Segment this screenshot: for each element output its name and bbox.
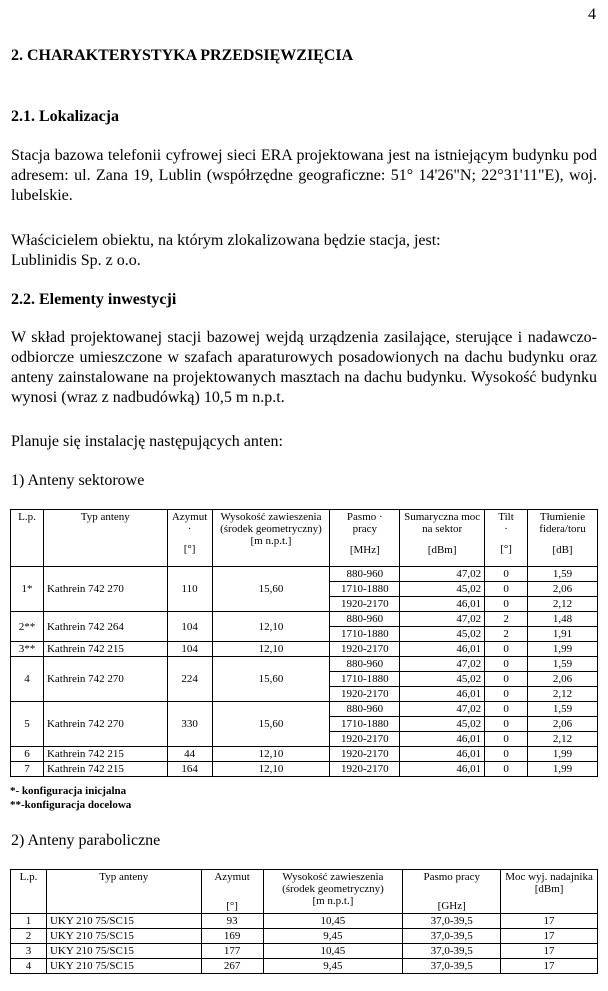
table-row <box>11 657 598 672</box>
page-number: 4 <box>588 6 596 23</box>
cell-type: Kathrein 742 270 <box>43 657 167 702</box>
p-header-azimuth: Azymut [°] <box>201 870 263 914</box>
p-header-type: Typ anteny <box>46 870 201 914</box>
header-lp: L.p. <box>11 510 44 567</box>
cell-power: 45,02 <box>400 582 485 597</box>
cell-loss: 1,99 <box>528 762 598 777</box>
cell-lp: 3 <box>11 944 47 959</box>
cell-tilt: 0 <box>485 687 528 702</box>
cell-band: 1920-2170 <box>330 642 400 657</box>
section-title-elementy: 2.2. Elementy inwestycji <box>11 291 177 308</box>
cell-azimuth: 93 <box>201 914 263 929</box>
chapter-heading: 2. CHARAKTERYSTYKA PRZEDSIĘWZIĘCIA <box>11 47 354 64</box>
p-header-band: Pasmo pracy [GHz] <box>403 870 501 914</box>
cell-band: 1920-2170 <box>330 762 400 777</box>
cell-loss: 2,12 <box>528 597 598 612</box>
cell-loss: 1,48 <box>528 612 598 627</box>
cell-power: 46,01 <box>400 597 485 612</box>
sector-antennas-label: 1) Anteny sektorowe <box>11 472 145 489</box>
cell-lp: 5 <box>11 702 44 747</box>
header-power: Sumaryczna moc na sektor [dBm] <box>400 510 485 567</box>
cell-loss: 1,99 <box>528 747 598 762</box>
cell-lp: 2 <box>11 929 47 944</box>
cell-band: 37,0-39,5 <box>403 944 501 959</box>
cell-band: 37,0-39,5 <box>403 929 501 944</box>
cell-band: 1710-1880 <box>330 582 400 597</box>
antenna-intro: Planuje się instalację następujących anten: <box>11 433 283 450</box>
parabolic-antenna-table <box>10 869 598 974</box>
cell-tilt: 0 <box>485 582 528 597</box>
owner-intro: Właścicielem obiektu, na którym zlokalizowana będzie stacja, jest: <box>11 232 441 249</box>
table-row <box>11 914 598 929</box>
parabolic-antennas-label: 2) Anteny paraboliczne <box>11 832 161 849</box>
cell-power: 47,02 <box>400 567 485 582</box>
investment-paragraph <box>11 328 597 408</box>
cell-band: 1920-2170 <box>330 747 400 762</box>
table-row <box>11 567 598 582</box>
cell-band: 1710-1880 <box>330 627 400 642</box>
cell-tilt: 2 <box>485 627 528 642</box>
cell-loss: 1,99 <box>528 642 598 657</box>
cell-tilt: 0 <box>485 717 528 732</box>
cell-band: 37,0-39,5 <box>403 914 501 929</box>
p-header-height: Wysokość zawieszenia (środek geometryczny) [m n.p.t.] <box>263 870 403 914</box>
table-row <box>11 747 598 762</box>
p-header-power: Moc wyj. nadajnika [dBm] <box>501 870 598 914</box>
cell-height: 12,10 <box>212 642 330 657</box>
cell-loss: 1,59 <box>528 702 598 717</box>
table-row <box>11 702 598 717</box>
cell-azimuth: 224 <box>167 657 212 702</box>
table-row <box>11 762 598 777</box>
investment-text: W skład projektowanej stacji bazowej wejdą urządzenia zasilające, sterujące i nadawczo-odbiorcze umieszczone w szafach aparaturowych posadowionych na dachu budynku oraz anteny zainstalowane na projektowanych masztach na dachu budynku. Wysokość budynku wynosi (wraz z nadbudówką) 10,5 m n.p.t. <box>11 329 597 406</box>
cell-azimuth: 110 <box>167 567 212 612</box>
cell-tilt: 0 <box>485 702 528 717</box>
cell-power: 17 <box>501 944 598 959</box>
cell-power: 46,01 <box>400 747 485 762</box>
cell-band: 880-960 <box>330 612 400 627</box>
cell-lp: 7 <box>11 762 44 777</box>
cell-loss: 2,12 <box>528 732 598 747</box>
cell-power: 46,01 <box>400 762 485 777</box>
cell-power: 45,02 <box>400 627 485 642</box>
location-paragraph <box>11 146 597 206</box>
header-azimuth: Azymut · [°] <box>167 510 212 567</box>
cell-power: 46,01 <box>400 642 485 657</box>
cell-loss: 1,91 <box>528 627 598 642</box>
cell-tilt: 0 <box>485 642 528 657</box>
cell-tilt: 0 <box>485 672 528 687</box>
cell-type: Kathrein 742 215 <box>43 747 167 762</box>
cell-azimuth: 104 <box>167 642 212 657</box>
cell-power: 17 <box>501 959 598 974</box>
table-row <box>11 959 598 974</box>
cell-power: 46,01 <box>400 687 485 702</box>
cell-power: 47,02 <box>400 657 485 672</box>
sector-antenna-table <box>10 509 598 777</box>
cell-azimuth: 330 <box>167 702 212 747</box>
cell-type: UKY 210 75/SC15 <box>46 959 201 974</box>
cell-type: Kathrein 742 264 <box>43 612 167 642</box>
location-text: Stacja bazowa telefonii cyfrowej sieci ERA projektowana jest na istniejącym budynku pod adresem: ul. Zana 19, Lublin (współrzędne geograficzne: 51° 14'26"N; 22°31'11"E), woj. lubelskie. <box>11 147 597 204</box>
cell-tilt: 0 <box>485 747 528 762</box>
cell-band: 1920-2170 <box>330 732 400 747</box>
cell-height: 12,10 <box>212 762 330 777</box>
table-row <box>11 929 598 944</box>
cell-azimuth: 177 <box>201 944 263 959</box>
cell-height: 9,45 <box>263 959 403 974</box>
cell-azimuth: 267 <box>201 959 263 974</box>
cell-type: UKY 210 75/SC15 <box>46 944 201 959</box>
footnote-initial: *- konfiguracja inicjalna <box>10 785 127 797</box>
cell-loss: 1,59 <box>528 567 598 582</box>
cell-tilt: 0 <box>485 762 528 777</box>
table-row <box>11 642 598 657</box>
cell-loss: 1,59 <box>528 657 598 672</box>
cell-loss: 2,12 <box>528 687 598 702</box>
section-title-lokalizacja: 2.1. Lokalizacja <box>11 108 119 125</box>
cell-tilt: 0 <box>485 597 528 612</box>
cell-band: 1710-1880 <box>330 717 400 732</box>
table-row <box>11 612 598 627</box>
header-height: Wysokość zawieszenia (środek geometryczny) [m n.p.t.] <box>212 510 330 567</box>
cell-band: 37,0-39,5 <box>403 959 501 974</box>
cell-azimuth: 104 <box>167 612 212 642</box>
cell-height: 15,60 <box>212 657 330 702</box>
cell-tilt: 0 <box>485 657 528 672</box>
cell-lp: 4 <box>11 959 47 974</box>
cell-type: Kathrein 742 215 <box>43 762 167 777</box>
table-row <box>11 944 598 959</box>
cell-lp: 1* <box>11 567 44 612</box>
owner-name: Lublinidis Sp. z o.o. <box>11 252 141 269</box>
cell-tilt: 0 <box>485 567 528 582</box>
cell-type: Kathrein 742 215 <box>43 642 167 657</box>
cell-power: 45,02 <box>400 672 485 687</box>
cell-band: 880-960 <box>330 657 400 672</box>
cell-lp: 2** <box>11 612 44 642</box>
cell-type: Kathrein 742 270 <box>43 702 167 747</box>
cell-height: 12,10 <box>212 747 330 762</box>
cell-lp: 3** <box>11 642 44 657</box>
cell-type: Kathrein 742 270 <box>43 567 167 612</box>
cell-band: 1920-2170 <box>330 597 400 612</box>
cell-loss: 2,06 <box>528 717 598 732</box>
cell-lp: 4 <box>11 657 44 702</box>
header-band: Pasmo · pracy [MHz] <box>330 510 400 567</box>
cell-power: 47,02 <box>400 612 485 627</box>
cell-power: 17 <box>501 929 598 944</box>
cell-tilt: 0 <box>485 732 528 747</box>
p-header-lp: L.p. <box>11 870 47 914</box>
cell-power: 17 <box>501 914 598 929</box>
cell-height: 9,45 <box>263 929 403 944</box>
cell-tilt: 2 <box>485 612 528 627</box>
cell-loss: 2,06 <box>528 582 598 597</box>
cell-band: 1920-2170 <box>330 687 400 702</box>
footnote-target: **-konfiguracja docelowa <box>10 799 132 811</box>
cell-type: UKY 210 75/SC15 <box>46 929 201 944</box>
cell-band: 880-960 <box>330 567 400 582</box>
owner-paragraph <box>11 231 597 271</box>
header-tilt: Tilt · [°] <box>485 510 528 567</box>
cell-azimuth: 164 <box>167 762 212 777</box>
cell-type: UKY 210 75/SC15 <box>46 914 201 929</box>
cell-power: 46,01 <box>400 732 485 747</box>
cell-height: 12,10 <box>212 612 330 642</box>
header-type: Typ anteny <box>43 510 167 567</box>
cell-lp: 1 <box>11 914 47 929</box>
cell-azimuth: 169 <box>201 929 263 944</box>
cell-height: 10,45 <box>263 944 403 959</box>
cell-lp: 6 <box>11 747 44 762</box>
cell-height: 10,45 <box>263 914 403 929</box>
cell-power: 47,02 <box>400 702 485 717</box>
cell-height: 15,60 <box>212 702 330 747</box>
cell-power: 45,02 <box>400 717 485 732</box>
cell-band: 1710-1880 <box>330 672 400 687</box>
cell-azimuth: 44 <box>167 747 212 762</box>
cell-band: 880-960 <box>330 702 400 717</box>
header-loss: Tłumienie fidera/toru [dB] <box>528 510 598 567</box>
cell-loss: 2,06 <box>528 672 598 687</box>
cell-height: 15,60 <box>212 567 330 612</box>
